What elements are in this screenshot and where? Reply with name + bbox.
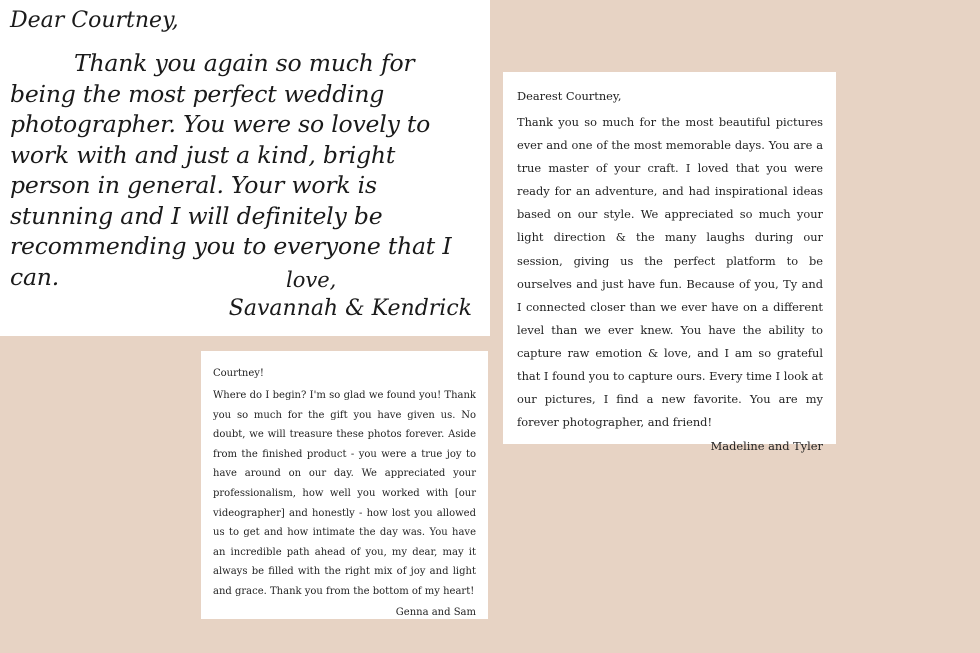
testimonial-signature: Genna and Sam [395,606,476,618]
testimonial-greeting: Courtney! [213,368,264,379]
handwritten-note-closing: love, [286,268,337,292]
testimonial-body: Where do I begin? I'm so glad we found you! Thank you so much for the gift you have given us. No doubt, we will treasure these photos forever. Aside from the finished product - you were a true joy to have around on our day. We appreciated your professionalism, how well you worked with [our videographer] and honestly - how lost you allowed us to get and how intimate the day was. You have an incredible path ahead of you, my dear, may it always be filled with the right mix of joy and light and grace. Thank you from the bottom of my heart! [213,390,476,597]
handwritten-note-signature: Savannah & Kendrick [228,296,472,321]
testimonial-greeting: Dearest Courtney, [517,89,622,103]
testimonial-body: Thank you so much for the most beautiful pictures ever and one of the most memorable days. You are a true master of your craft. I loved that you were ready for an adventure, and had inspirational ideas based on our style. We appreciated so much your light direction & the many laughs during our session, giving us the perfect platform to be ourselves and just have fun. Because of you, Ty and I connected closer than we ever have on a different level than we ever knew. You have the ability to capture raw emotion & love, and I am so grateful that I found you to capture ours. Every time I look at our pictures, I find a new favorite. You are my forever photographer, and friend! [517,115,823,430]
handwritten-note-body-text: Thank you again so much for being the most perfect wedding photographer. You were so lovely to work with and just a kind, bright person in general. Your work is stunning and I will definitely be recommending you to everyone that I can. [10,49,452,291]
handwritten-note-greeting: Dear Courtney, [10,8,179,33]
testimonial-card-genna-sam [201,351,488,619]
handwritten-note-card [0,0,490,336]
testimonial-card-madeline-tyler [503,72,836,454]
testimonial-signature: Madeline and Tyler [710,439,823,454]
handwritten-note-body [10,48,476,292]
